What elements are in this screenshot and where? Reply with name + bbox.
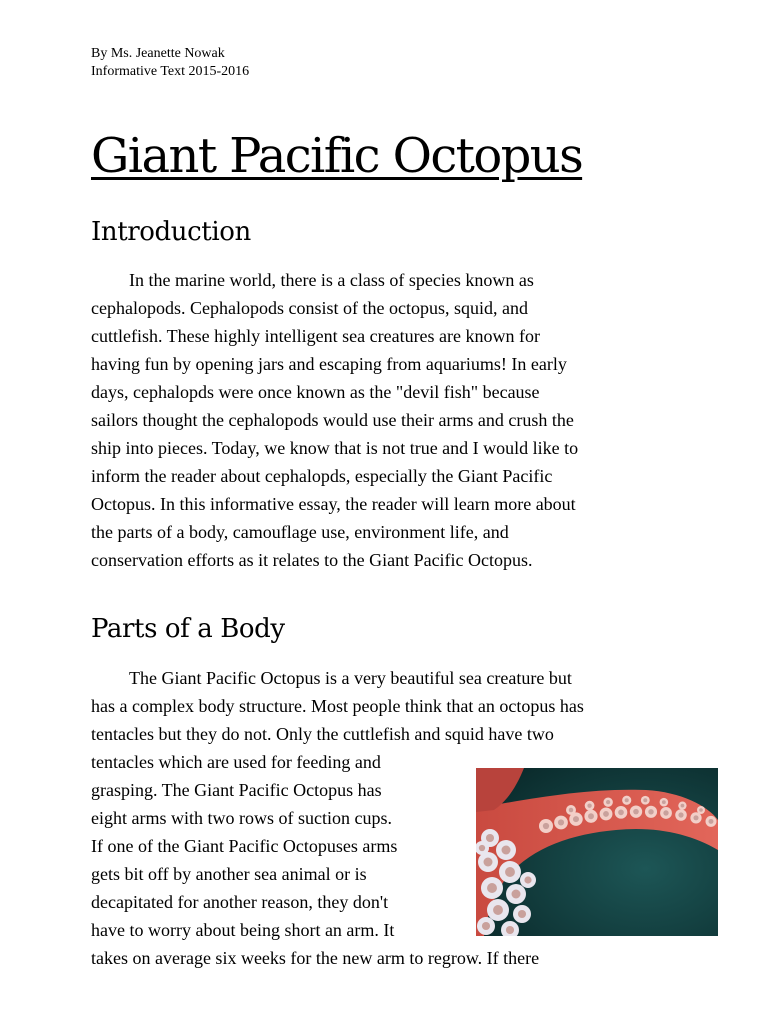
sucker-center — [505, 867, 515, 877]
sucker-center — [487, 883, 497, 893]
sucker-center — [484, 858, 493, 867]
sucker-center — [558, 819, 564, 825]
paragraph-line: grasping. The Giant Pacific Octopus has — [91, 780, 382, 800]
sucker-center — [512, 890, 521, 899]
octopus-illustration — [476, 768, 718, 936]
sucker-center — [699, 808, 703, 812]
sucker-center — [486, 834, 494, 842]
sucker-center — [524, 876, 531, 883]
sucker-center — [648, 809, 653, 814]
paragraph-line: ship into pieces. Today, we know that is not true and I would like to — [91, 438, 579, 458]
sucker-center — [543, 823, 549, 829]
sucker-center — [625, 798, 629, 802]
paragraph-line: inform the reader about cephalopds, especially the Giant Pacific — [91, 466, 553, 486]
paragraph-line: the parts of a body, camouflage use, environment life, and — [91, 522, 509, 542]
paragraph-line: cephalopods. Cephalopods consist of the octopus, squid, and — [91, 298, 528, 318]
sucker-center — [493, 905, 503, 915]
sucker-center — [633, 809, 639, 815]
paragraph-line: days, cephalopds were once known as the "devil fish" because — [91, 382, 540, 402]
sucker-center — [603, 811, 609, 817]
sucker-center — [518, 910, 526, 918]
paragraph-line: has a complex body structure. Most people think that an octopus has — [91, 696, 584, 716]
paragraph-line: takes on average six weeks for the new arm to regrow. If there — [91, 948, 540, 968]
sucker-center — [709, 819, 714, 824]
paragraph-line: The Giant Pacific Octopus is a very beautiful sea creature but — [129, 668, 572, 688]
paragraph-line: having fun by opening jars and escaping from aquariums! In early — [91, 354, 567, 374]
sucker-center — [588, 813, 594, 819]
paragraph-line: gets bit off by another sea animal or is — [91, 864, 367, 884]
sucker-center — [482, 922, 490, 930]
sucker-center — [662, 800, 666, 804]
octopus-photo — [476, 768, 718, 936]
sucker-center — [618, 810, 624, 816]
sucker-center — [681, 804, 685, 808]
document-title: Giant Pacific Octopus — [91, 128, 583, 184]
sucker-center — [678, 812, 683, 817]
sucker-center — [606, 800, 610, 804]
sucker-center — [569, 808, 574, 813]
sucker-center — [573, 816, 579, 822]
paragraph-line: have to worry about being short an arm. It — [91, 920, 395, 940]
sucker-center — [693, 815, 698, 820]
paragraph-line: Octopus. In this informative essay, the reader will learn more about — [91, 494, 576, 514]
introduction-paragraph — [91, 266, 578, 574]
subtitle-line: Informative Text 2015-2016 — [91, 64, 250, 79]
byline — [91, 45, 249, 81]
sucker-center — [502, 846, 511, 855]
paragraph-line: conservation efforts as it relates to the Giant Pacific Octopus. — [91, 550, 533, 570]
section-heading-introduction: Introduction — [91, 217, 251, 247]
paragraph-line: sailors thought the cephalopods would use their arms and crush the — [91, 410, 574, 430]
paragraph-line: tentacles but they do not. Only the cuttlefish and squid have two — [91, 724, 554, 744]
paragraph-line: tentacles which are used for feeding and — [91, 752, 381, 772]
paragraph-line: If one of the Giant Pacific Octopuses arms — [91, 836, 398, 856]
sucker-center — [663, 810, 668, 815]
section-heading-parts-of-a-body: Parts of a Body — [91, 614, 285, 644]
paragraph-line: In the marine world, there is a class of species known as — [129, 270, 534, 290]
paragraph-line: cuttlefish. These highly intelligent sea creatures are known for — [91, 326, 541, 346]
sucker-center — [479, 845, 485, 851]
sucker-center — [506, 926, 514, 934]
author-line: By Ms. Jeanette Nowak — [91, 46, 225, 61]
sucker-center — [643, 798, 647, 802]
sucker-center — [587, 803, 591, 807]
paragraph-line: eight arms with two rows of suction cups. — [91, 808, 392, 828]
paragraph-line: decapitated for another reason, they don't — [91, 892, 389, 912]
